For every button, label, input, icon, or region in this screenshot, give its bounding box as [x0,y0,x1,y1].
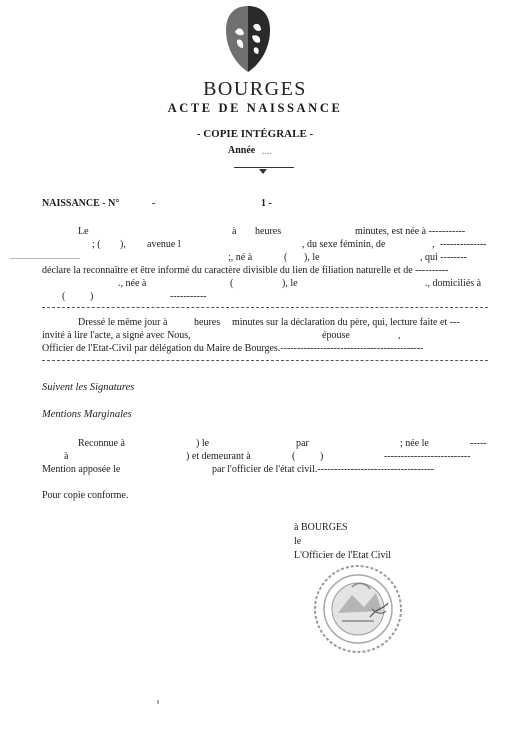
declaration-line1b: minutes sur la déclaration du père, qui, lecture faite et --- [232,317,460,328]
year-label: Année [228,145,256,156]
line1-le: Le [78,226,89,237]
mention-dashes1: ----- [470,438,487,449]
line4-text: déclare la reconnaître et être informé du caractère divisible du lien de filiation naturelle et de ---------- [42,265,449,276]
line3-paren: ( [284,252,288,263]
bourges-coat-of-arms-logo-icon [223,4,273,74]
mention-close: ) [320,451,324,462]
record-separator [42,307,488,308]
line2-mask-b: ), [120,239,126,250]
line1-minutes: minutes, est née à ----------- [355,226,466,237]
city-name: BOURGES [203,78,307,100]
declaration-line2: invité à lire l'acte, a signé avec Nous, [42,330,191,341]
line6-dashes: ----------- [170,291,207,302]
footer-officier: L'Officier de l'Etat Civil [294,550,392,561]
record-title: NAISSANCE - N° [42,198,120,209]
line6-paren: ( [62,291,66,302]
line5-nee-a: ., née à [118,278,147,289]
record-title-mask: - [152,198,156,209]
signatures-heading: Suivent les Signatures [42,382,135,393]
declaration-epouse: épouse [322,330,350,341]
declaration-comma: , [398,330,401,341]
mention-apposee: Mention apposée le [42,464,121,475]
scan-artifact-line [10,258,80,259]
declaration-separator [42,360,488,361]
line5-paren: ( [230,278,234,289]
mention-par-officier: par l'officier de l'état civil.----------------------------------- [212,464,434,475]
year-redacted: .... [262,146,272,157]
mention-reconnue: Reconnue à [78,438,125,449]
line3-qui: , qui -------- [420,252,467,263]
line1-a: à [232,226,237,237]
ornament-divider [234,167,294,168]
mention-par: par [296,438,309,449]
mention-nee-le: ; née le [400,438,429,449]
pour-copie-conforme: Pour copie conforme. [42,490,129,501]
ornament-arrow-icon [259,169,267,174]
mention-paren: ( [292,451,296,462]
scan-speck [157,700,159,704]
document-type: ACTE DE NAISSANCE [167,101,343,115]
official-round-stamp-icon [312,563,404,655]
line3-ne-a: ;, né à [228,252,253,263]
mention-dashes2: -------------------------- [384,451,471,462]
line5-le: ), le [282,278,298,289]
line2-avenue: avenue l [147,239,181,250]
footer-le: le [294,536,302,547]
declaration-heures: heures [194,317,221,328]
mention-demeurant: ) et demeurant à [186,451,251,462]
copy-type: - COPIE INTÉGRALE - [196,128,314,140]
line1-heures: heures [255,226,282,237]
declaration-line3: Officier de l'Etat-Civil par délégation du Maire de Bourges.------------------------------------------- [42,343,424,354]
mention-a: à [64,451,69,462]
line6-close: ) [90,291,94,302]
line2-dashes: -------------- [440,239,487,250]
line3-le: ), le [304,252,320,263]
record-title-suffix: 1 - [261,198,272,209]
footer-a-bourges: à BOURGES [294,522,348,533]
mention-le: ) le [196,438,210,449]
line2-mask-a: ; ( [92,239,101,250]
line5-domicilies: ., domiciliés à [425,278,482,289]
line2-mask-c: , [432,239,435,250]
mentions-heading: Mentions Marginales [42,409,132,420]
line2-sexe: , du sexe féminin, de [302,239,386,250]
declaration-line1a: Dressé le même jour à [78,317,168,328]
